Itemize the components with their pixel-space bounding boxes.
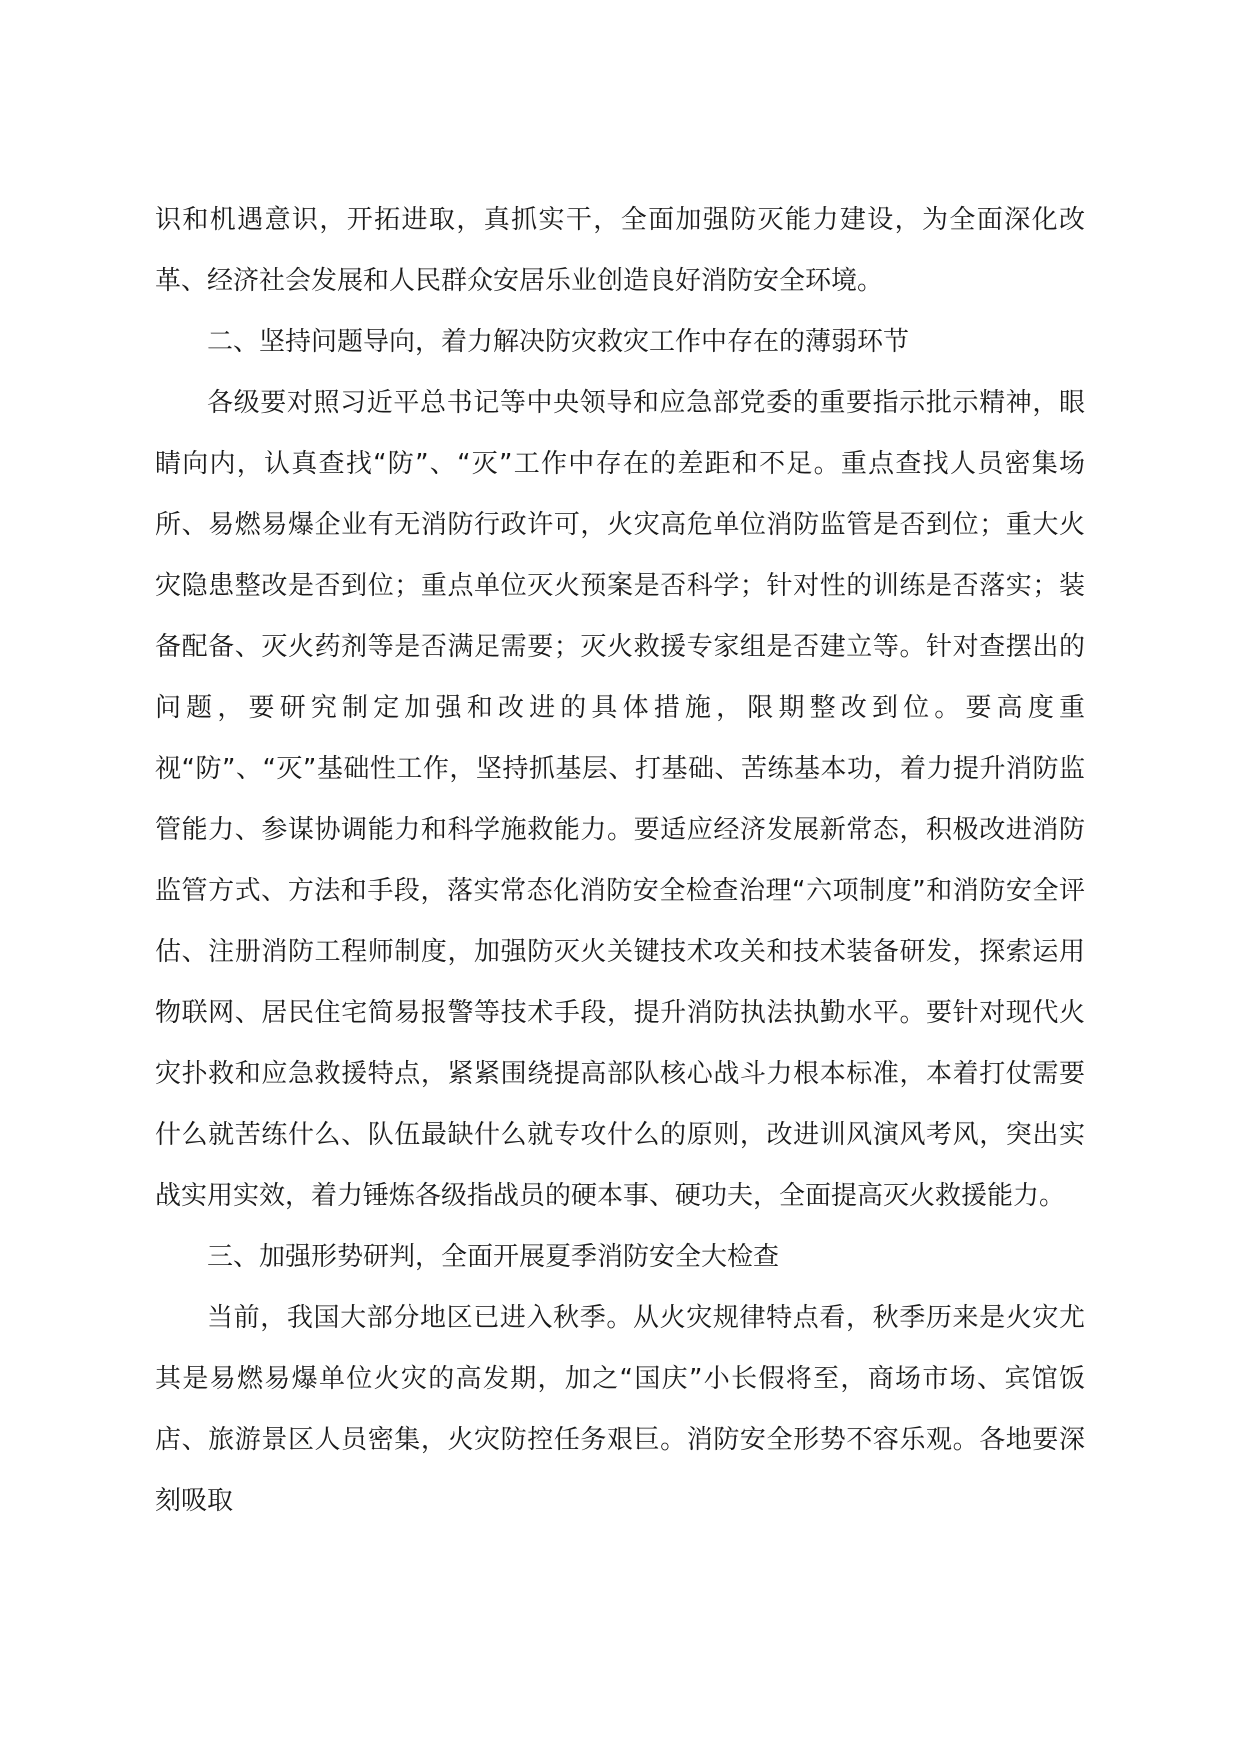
section-heading-2: 二、坚持问题导向，着力解决防灾救灾工作中存在的薄弱环节 [207, 327, 910, 357]
document-body [155, 190, 1085, 1532]
paragraph-continuation: 识和机遇意识，开拓进取，真抓实干，全面加强防灭能力建设，为全面深化改革、经济社会发展和人民群众安居乐业创造良好消防安全环境。 [155, 205, 1085, 296]
paragraph-section-3: 当前，我国大部分地区已进入秋季。从火灾规律特点看，秋季历来是火灾尤其是易燃易爆单位火灾的高发期，加之“国庆”小长假将至，商场市场、宾馆饭店、旅游景区人员密集，火灾防控任务艰巨。消防安全形势不容乐观。各地要深刻吸取 [155, 1303, 1085, 1516]
paragraph-section-2: 各级要对照习近平总书记等中央领导和应急部党委的重要指示批示精神，眼睛向内，认真查找“防”、“灭”工作中存在的差距和不足。重点查找人员密集场所、易燃易爆企业有无消防行政许可，火灾高危单位消防监管是否到位；重大火灾隐患整改是否到位；重点单位灭火预案是否科学；针对性的训练是否落实；装备配备、灭火药剂等是否满足需要；灭火救援专家组是否建立等。针对查摆出的问题，要研究制定加强和改进的具体措施，限期整改到位。要高度重视“防”、“灭”基础性工作，坚持抓基层、打基础、苦练基本功，着力提升消防监管能力、参谋协调能力和科学施救能力。要适应经济发展新常态，积极改进消防监管方式、方法和手段，落实常态化消防安全检查治理“六项制度”和消防安全评估、注册消防工程师制度，加强防灭火关键技术攻关和技术装备研发，探索运用物联网、居民住宅简易报警等技术手段，提升消防执法执勤水平。要针对现代火灾扑救和应急救援特点，紧紧围绕提高部队核心战斗力根本标准，本着打仗需要什么就苦练什么、队伍最缺什么就专攻什么的原则，改进训风演风考风，突出实战实用实效，着力锤炼各级指战员的硬本事、硬功夫，全面提高灭火救援能力。 [155, 388, 1085, 1211]
section-heading-3: 三、加强形势研判，全面开展夏季消防安全大检查 [207, 1242, 780, 1272]
